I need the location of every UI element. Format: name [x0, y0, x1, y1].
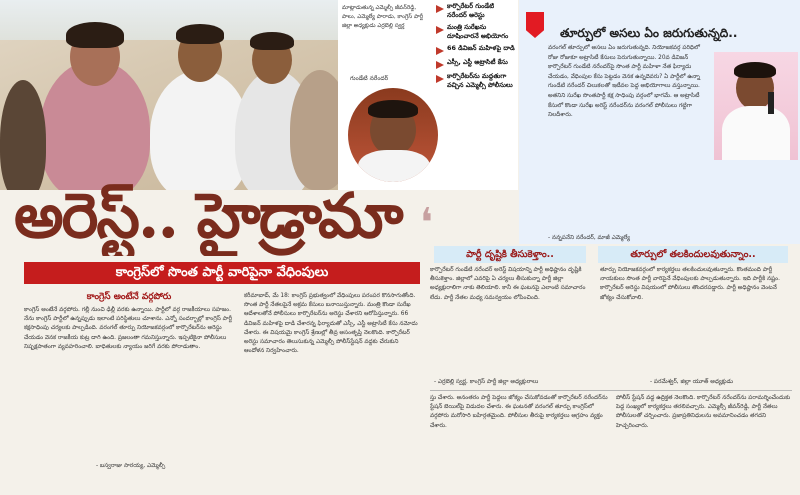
- right-column-title: తూర్పులో అసలు ఏం జరుగుతున్నది..: [560, 26, 738, 40]
- column-subhead: కాంగ్రెస్ అంటేనే వర్గపోరు: [86, 292, 172, 302]
- bullet-item: ఎస్సీ, ఎస్టీ అట్రాసిటీ కేసు: [436, 58, 516, 69]
- right-photo-hair: [734, 62, 776, 78]
- column-3-text: కార్పొరేటర్ గుండేటి నరేందర్ అరెస్ట్ విషయాన్ని పార్టీ అధిష్టానం దృష్టికి తీసుకెళ్తాం. జిల్లాలో ఎవరిపై ఏ చర్యలు తీసుకున్నా పార్టీ జిల్లా అధ్యక్షురాలిగా నాకు తెలియాలి. కానీ ఈ ఘటనపై ఎలాంటి సమాచారం లేదు. పార్టీ నేతల మధ్య సమన్వయం లోపించింది.: [430, 267, 586, 301]
- person-far-left: [0, 80, 46, 190]
- bullet-arrow-icon: [436, 75, 444, 83]
- bullet-arrow-icon: [436, 47, 444, 55]
- right-column-photo: [714, 52, 798, 160]
- portrait-label: గుండేటి నరేందర్: [350, 75, 389, 82]
- column-4-text: తూర్పు నియోజకవర్గంలో కార్యకర్తలు తలకిందులవుతున్నారు. కొంతమంది పార్టీ నాయకులు సొంత పార్టీ వారిపైనే వేధింపులకు పాల్పడుతున్నారు. ఇది పార్టీకి నష్టం. కార్పొరేటర్ అరెస్టు విషయంలో పోలీసులు తొందరపడ్డారు. పార్టీ అధిష్టానం వెంటనే జోక్యం చేసుకోవాలి.: [600, 267, 780, 301]
- news-photo-group: [0, 0, 338, 190]
- microphone-icon: [768, 92, 774, 114]
- bullet-arrow-icon: [436, 5, 444, 13]
- bullet-arrow-icon: [436, 26, 444, 34]
- column-2-text: కరీమాబాద్, మే 18: కాంగ్రెస్ ప్రభుత్వంలో వేధింపులు పరంపర కొనసాగుతోంది. సొంత పార్టీ నేతలపైనే అక్రమ కేసులు బనాయిస్తున్నారు. మంత్రి కొండా సురేఖ ఆదేశాలతోనే పోలీసులు కార్పొరేటర్‌ను అరెస్టు చేశారని ఆరోపిస్తున్నారు. 66 డివిజన్ మహిళపై దాడి చేశారన్న ఫిర్యాదుతో ఎస్సీ, ఎస్టీ అట్రాసిటీ కేసు నమోదు చేశారు. ఈ విషయమై కాంగ్రెస్ శ్రేణుల్లో తీవ్ర అసంతృప్తి నెలకొంది. కార్పొరేటర్ అరెస్టు సమాచారం తెలుసుకున్న ఎమ్మెల్సీ పోలీస్‌స్టేషన్ వద్దకు చేరుకుని ఆందోళన నిర్వహించారు.: [244, 293, 418, 355]
- bullet-item: కార్పొరేటర్ గుండేటి నరేందర్ అరెస్టు: [436, 2, 516, 20]
- right-column-body: వరంగల్ తూర్పులో అసలు ఏం జరుగుతున్నది. నియోజకవర్గ పరిధిలో రోజు రోజుకూ అట్రాసిటీ కేసులు పెరుగుతున్నాయి. 20వ డివిజన్ కార్పొరేటర్ గుండేటి నరేందర్‌పై సొంత పార్టీ మహిళా నేత ఫిర్యాదు చేయడం, వేధింపుల కేసు పెట్టడం వెనక ఉన్నదెవరు? ఏ పార్టీలో ఉన్నా గుండేటి నరేందర్ చిలుకలతో ఇటీవల పెద్ద అభియోగాలు వస్తున్నాయి. అతనిని సురేఖ సొంతపార్టీ కక్ష సాధింపు వర్గంలో భాగమే. ఆ అట్రాసిటీ కేసులో కొండా సురేఖ అరెస్ట్ నరేందర్‌ను వరంగల్ పోలీసులు గట్టిగా నిలదీశారు.: [548, 45, 701, 119]
- bullet-item: కార్పొరేటర్‌ను మద్దతుగా వచ్చిన ఎమ్మెల్సీ పోలీసులు: [436, 72, 516, 90]
- divider-line: [430, 390, 792, 391]
- column-1-signature: - బస్వరాజు సారయ్య, ఎమ్మెల్సీ: [96, 463, 166, 469]
- red-banner-headline: కాంగ్రెస్‌లో సొంత పార్టీ వారిపైనా వేధింపులు: [24, 262, 420, 284]
- portrait-photo: [345, 85, 441, 185]
- person-right-man-hair: [250, 32, 294, 50]
- column-4-signature: - పరమేశ్వర్, జిల్లా యూత్ అధ్యక్షుడు: [650, 379, 733, 385]
- right-column-signature: - నన్నపనేని నరేందర్, మాజీ ఎమ్మెల్యే: [548, 235, 631, 241]
- bullet-item: మంత్రి సురేఖను దూషించారనే అభియోగం: [436, 23, 516, 41]
- column-5-text: స్తు చేశారు. అనంతరం పార్టీ పెద్దలు జోక్యం చేసుకోవడంతో కార్పొరేటర్ నరేందర్‌ను స్టేషన్ బెయిల్‌పై విడుదల చేశారు. ఈ ఘటనతో వరంగల్ తూర్పు కాంగ్రెస్‌లో వర్గపోరు మరోసారి బహిర్గతమైంది. పోలీసుల తీరుపై కార్యకర్తలు ఆగ్రహం వ్యక్తం చేశారు.: [430, 395, 608, 429]
- person-center-man-hair: [176, 24, 224, 44]
- bullet-arrow-icon: [436, 61, 444, 69]
- person-background: [290, 70, 338, 190]
- bullet-list: [436, 2, 516, 93]
- column-1-text: కాంగ్రెస్ అంటేనే వర్గపోరు. గల్లీ నుంచి ఢిల్లీ వరకు ఉన్నాయి. పార్టీలో వర్గ రాజకీయాలు సహజం. నేను కాంగ్రెస్ పార్టీలో ఉన్నప్పుడు ఇలాంటి పరిస్థితులు చూశాను. ఎన్నో సందర్భాల్లో కాంగ్రెస్ పార్టీ కక్షసాధింపు చర్యలకు పాల్పడింది. వరంగల్ తూర్పు నియోజకవర్గంలో కార్పొరేటర్‌ను అరెస్టు చేయడం వెనక రాజకీయ కుట్ర దాగి ఉంది. ప్రజలంతా గమనిస్తున్నారు. ఇప్పటికైనా పోలీసులు నిష్పక్షపాతంగా వ్యవహరించాలి. బాధితులకు న్యాయం జరిగే వరకు పోరాడుతాం.: [24, 307, 233, 350]
- portrait-hair: [368, 100, 418, 118]
- mid-section-bar: పార్టీ దృష్టికి తీసుకెళ్తాం..: [434, 246, 586, 263]
- quote-mark-icon: ❛: [420, 200, 433, 246]
- right-photo-shirt: [722, 106, 790, 160]
- column-3-signature: - ఎర్రబెల్లి స్వర్ణ, కాంగ్రెస్ పార్టీ జిల్లా అధ్యక్షురాలు: [434, 379, 539, 385]
- right-section-bar: తూర్పులో తలకిందులవుతున్నాం..: [598, 246, 788, 263]
- person-left-woman-hair: [66, 22, 124, 48]
- photo-caption: మాట్లాడుతున్న ఎమ్మెల్సీ జీవన్‌రెడ్డి, పాలు, ఎమ్మెల్యే పారాడు, కాంగ్రెస్ పార్టీ జిల్లా అధ్యక్షుడు ఎర్రబెల్లి స్వర్ణ: [342, 5, 424, 29]
- column-6-text: పోలీస్ స్టేషన్ వద్ద ఉద్రిక్తత నెలకొంది. కార్పొరేటర్ నరేందర్‌ను పరామర్శించేందుకు పెద్ద సంఖ్యలో కార్యకర్తలు తరలివచ్చారు. ఎమ్మెల్సీ జీవన్‌రెడ్డి, పార్టీ నేతలు పోలీసులతో చర్చించారు. ప్రజాప్రతినిధులను అవమానించడం తగదని హెచ్చరించారు.: [616, 395, 791, 429]
- main-headline: అరెస్ట్.. హైడ్రామా: [14, 179, 402, 252]
- bullet-item: 66 డివిజన్ మహిళపై దాడి: [436, 44, 516, 55]
